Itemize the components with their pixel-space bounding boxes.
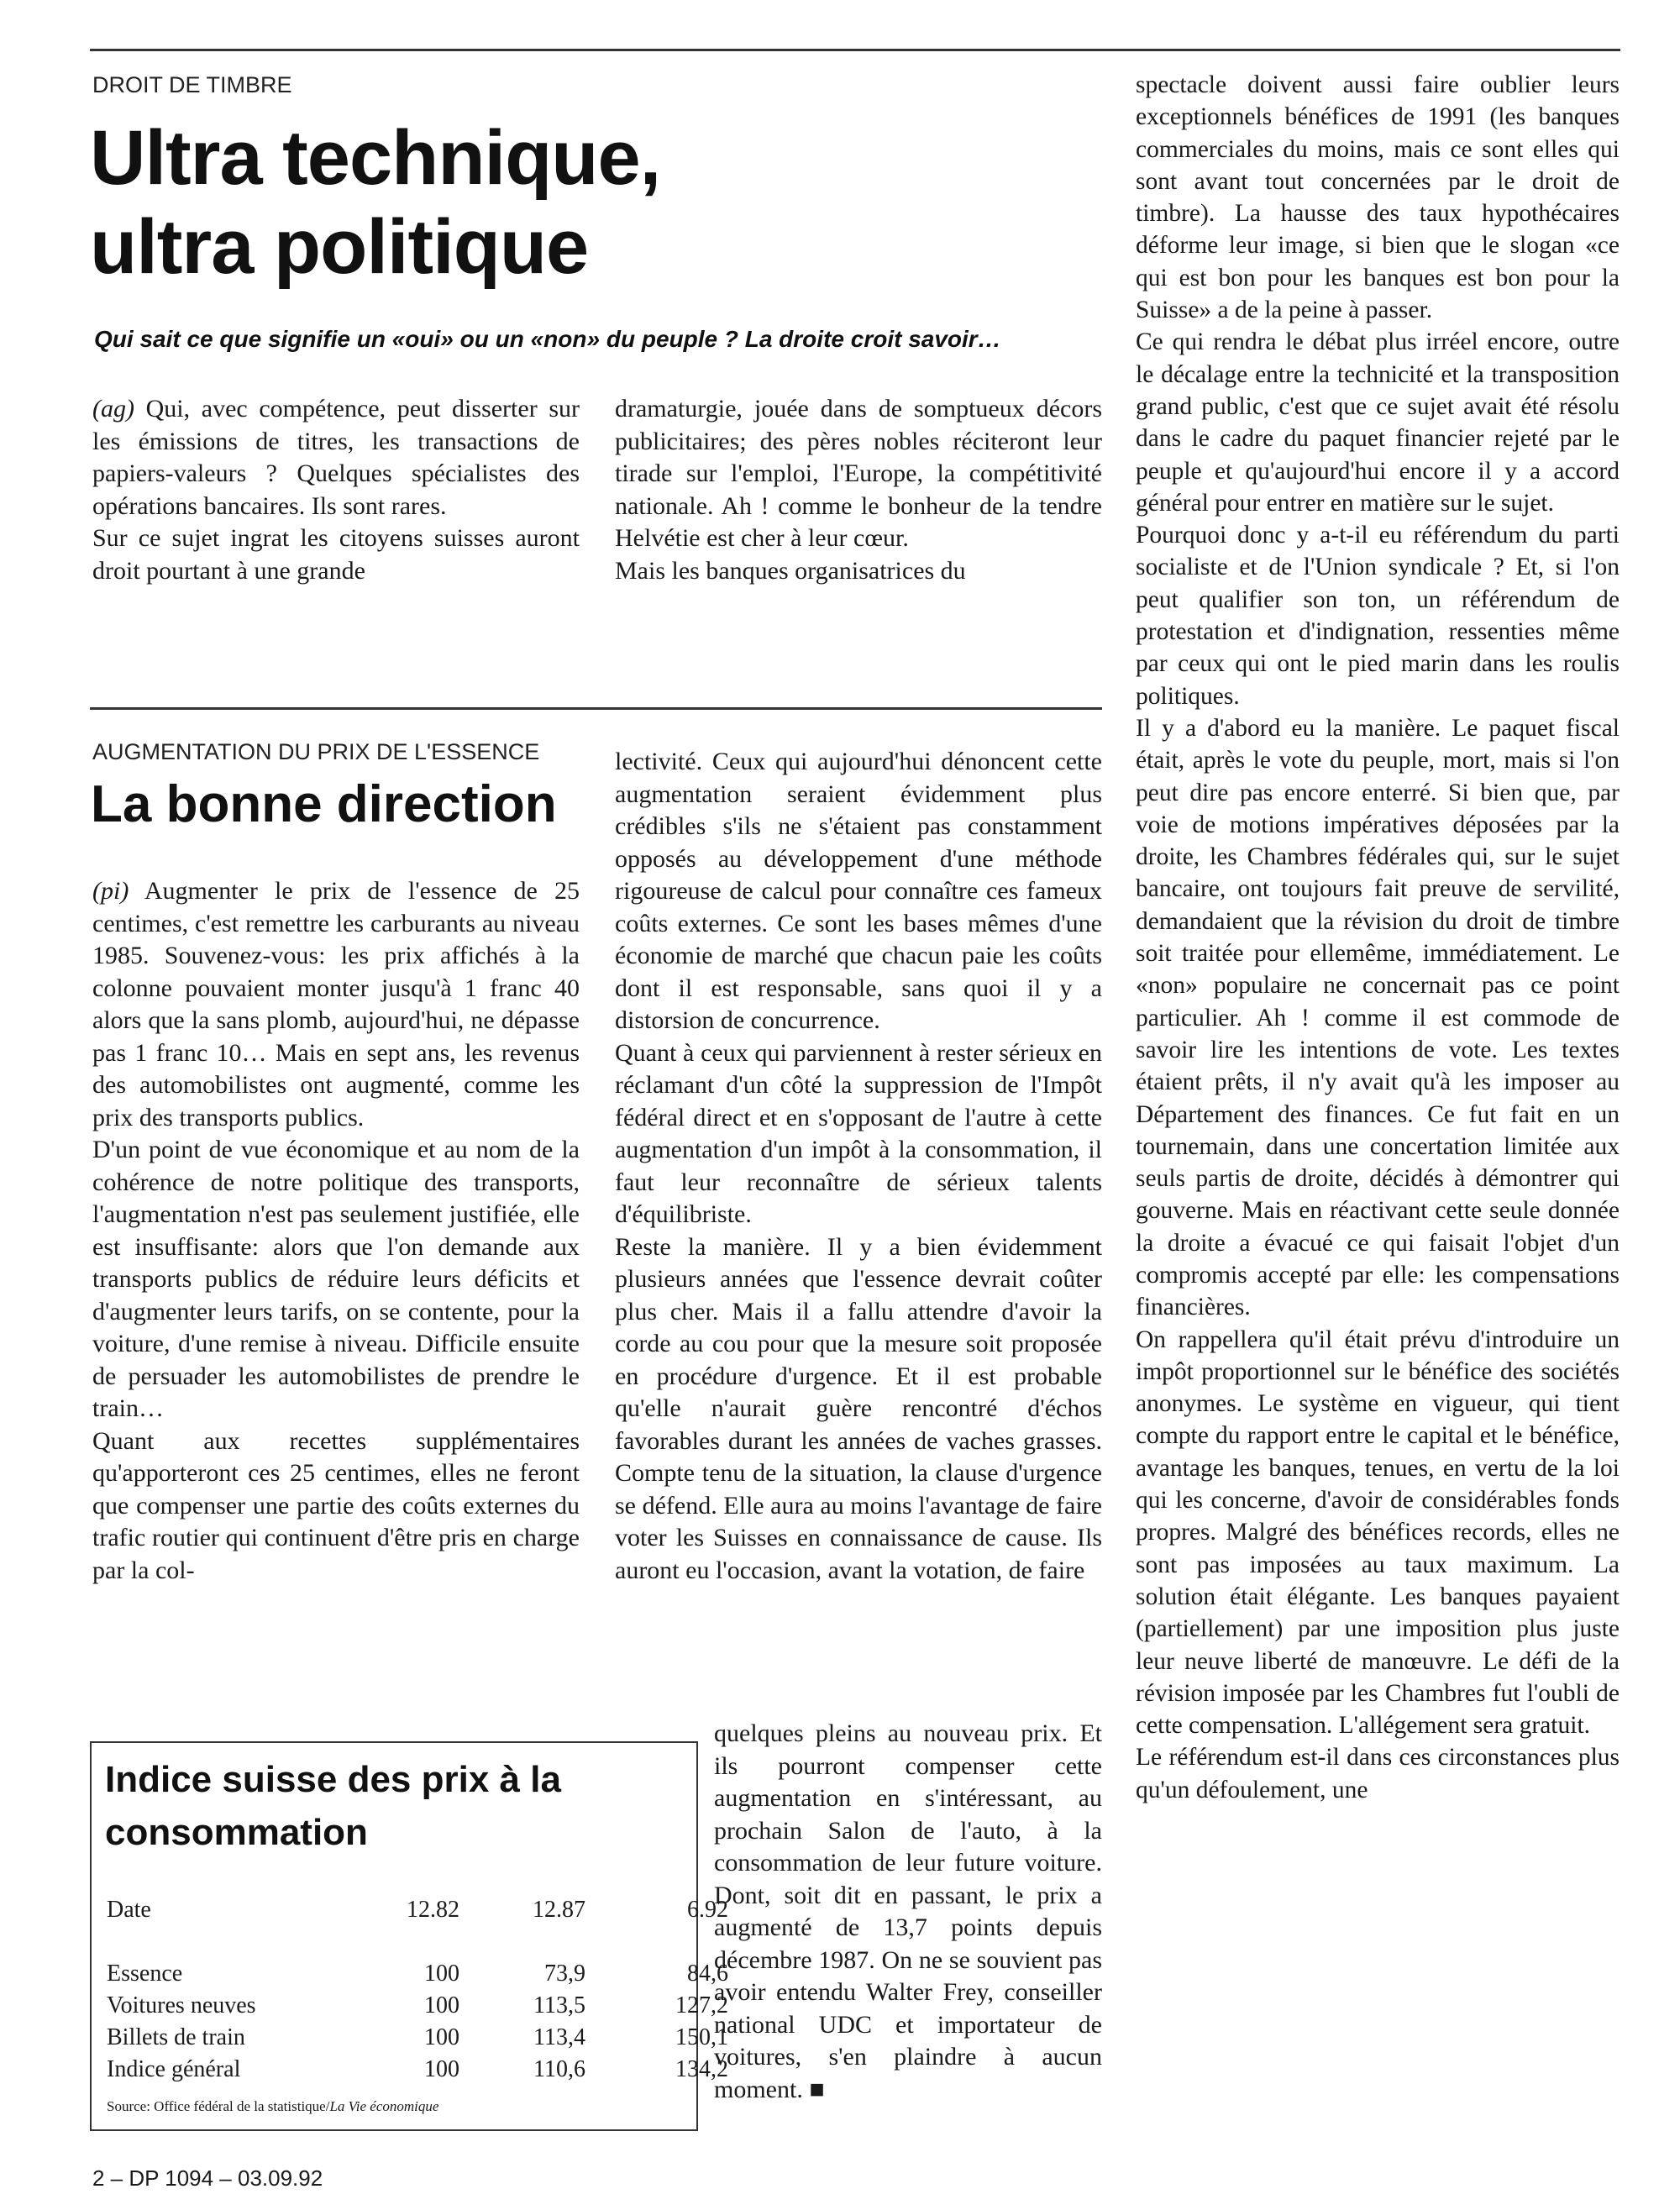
article1-paragraph: Mais les banques organisatrices du — [615, 556, 966, 585]
table-cell: 113,5 — [533, 1992, 585, 2018]
article2-column-2-lower — [714, 1718, 1102, 2106]
table-cell: 150,1 — [675, 2024, 728, 2050]
table-cell: 100 — [424, 2024, 459, 2050]
table-header-cell: Date — [107, 1897, 151, 1923]
article2-column-2 — [615, 746, 1102, 1587]
table-cell: 100 — [424, 1961, 459, 1987]
article1-paragraph: Sur ce sujet ingrat les citoyens suisses auront droit pourtant à une grande — [92, 524, 580, 585]
table-row — [107, 1958, 728, 1990]
article1-title-line1: Ultra technique, — [90, 115, 661, 201]
article1-paragraph: dramaturgie, jouée dans de somptueux décors publicitaires; des pères nobles réciteront leur tirade sur l'emploi, l'Europe, la compétitivité nationale. Ah ! comme le bonheur de la tendre Helvétie est cher à leur cœur. — [615, 395, 1102, 552]
article1-paragraph: Le référendum est-il dans ces circonstances plus qu'un défoulement, une — [1136, 1744, 1620, 1803]
table-cell: 73,9 — [544, 1961, 585, 1987]
article1-title — [90, 113, 660, 291]
article1-lede: Qui sait ce que signifie un «oui» ou un «non» du peuple ? La droite croit savoir… — [94, 326, 1001, 352]
article2-paragraph: Reste la manière. Il y a bien évidemment plusieurs années que l'essence devrait coûter plus cher. Mais il a fallu attendre d'avoir la corde au cou pour que la mesure soit proposée en procédure d'urgence. Et il est probable qu'elle n'aurait guère rencontré d'échos favorables durant les années de vaches grasses. Compte tenu de la situation, la clause d'urgence se défend. Elle aura au moins l'avantage de faire voter les Suisses en connaissance de cause. Ils auront eu l'occasion, avant la votation, de faire — [615, 1232, 1102, 1584]
table-cell: Essence — [107, 1961, 183, 1987]
price-index-box — [90, 1741, 728, 2131]
table-header-row — [107, 1894, 728, 1926]
page-footer: 2 – DP 1094 – 03.09.92 — [92, 2165, 323, 2191]
article1-paragraph: Pourquoi donc y a-t-il eu référendum du parti socialiste et de l'Union syndicale ? Et, si l'on peut qualifier son ton, un référendum de protestation et d'indignation, ressenties même par ceux qui ont le pied marin dans les roulis politiques. — [1136, 522, 1620, 710]
article2-paragraph: D'un point de vue économique et au nom de la cohérence de notre politique des transports, l'augmentation n'est pas seulement justifiée, elle est insuffisante: alors que l'on demande aux transports publics de réduire leurs déficits et d'augmenter leurs tarifs, on se contente, pour la voiture, d'une remise à niveau. Difficile ensuite de persuader les automobilistes de prendre le train… — [92, 1136, 580, 1422]
table-cell: 134,2 — [675, 2056, 728, 2082]
table-row — [107, 1990, 728, 2022]
article1-column-1 — [92, 393, 580, 587]
table-cell: 110,6 — [533, 2056, 585, 2082]
article2-paragraph: lectivité. Ceux qui aujourd'hui dénoncent cette augmentation seraient évidemment plus crédibles s'ils ne s'étaient pas constamment opposés au développement d'une méthode rigoureuse de calcul pour connaître ces fameux coûts externes. Ce sont les bases mêmes d'une économie de marché que chacun paie les coûts dont il est responsable, sans quoi il y a distorsion de concurrence. — [615, 748, 1102, 1034]
article2-paragraph: Quant aux recettes supplémentaires qu'apporteront ces 25 centimes, elles ne feront que compenser une partie des coûts externes du trafic routier qui continuent d'être pris en charge par la col- — [92, 1426, 580, 1584]
article2-paragraph: Quant à ceux qui parviennent à rester sérieux en réclamant d'un côté la suppression de l'Impôt fédéral direct et en s'opposant de l'autre à cette augmentation d'un impôt à la consommation, il faut leur reconnaître de sérieux talents d'équilibriste. — [615, 1038, 1102, 1228]
table-title: Indice suisse des prix à la consommation — [105, 1759, 561, 1853]
author-initials: (ag) — [92, 395, 134, 423]
article1-paragraph: Il y a d'abord eu la manière. Le paquet fiscal était, après le vote du peuple, mort, mais si l'on peut dire pas encore enterré. Si bien que, par voie de motions impératives déposées par la droite, les Chambres fédérales qui, sur le sujet bancaire, ont toujours fait preuve de servilité, demandaient que la révision du droit de timbre soit traitée pour ellemême, immédiatement. Le «non» populaire ne concernait pas ce point particulier. Ah ! comme il est commode de savoir lire les intentions de vote. Les textes étaient prêts, il n'y avait qu'à les imposer au Département des finances. Ce fut fait en un tournemain, dans une concertation limitée aux seuls partis de droite, décidés à démontrer qui gouverne. Mais en réactivant cette seule donnée la droite a évacué ce qui faisait l'objet d'un compromis accepté par elle: les compensations financières. — [1136, 714, 1620, 1321]
article2-column-1 — [92, 875, 580, 1587]
table-cell: 113,4 — [533, 2024, 585, 2050]
table-cell: 100 — [424, 2056, 459, 2082]
top-rule — [90, 49, 1620, 51]
table-cell: Voitures neuves — [107, 1992, 256, 2018]
table-cell: Billets de train — [107, 2024, 245, 2050]
article1-paragraph: spectacle doivent aussi faire oublier leurs exceptionnels bénéfices de 1991 (les banques commerciales du moins, mais ce sont elles qui sont avant tout concernées par le droit de timbre). La hausse des taux hypothécaires déforme leur image, si bien que le slogan «ce qui est bon pour les banques est bon pour la Suisse» a de la peine à passer. — [1136, 71, 1620, 324]
end-mark: ■ — [809, 2075, 825, 2103]
article2-title: La bonne direction — [91, 775, 557, 833]
article1-title-line2: ultra politique — [90, 204, 589, 290]
table-header-cell: 12.87 — [533, 1897, 585, 1923]
article2-paragraph: (pi) Augmenter le prix de l'essence de 25 centimes, c'est remettre les carburants au niveau 1985. Souvenez-vous: les prix affichés à la colonne pouvaient monter jusqu'à 1 franc 40 alors que la sans plomb, aujourd'hui, ne dépasse pas 1 franc 10… Mais en sept ans, les revenus des automobilistes ont augmenté, comme les prix des transports publics. — [92, 877, 580, 1131]
article2-kicker: AUGMENTATION DU PRIX DE L'ESSENCE — [92, 739, 540, 764]
article1-column-2 — [615, 393, 1102, 587]
table-header-cell: 6.92 — [687, 1897, 728, 1923]
article2-paragraph: quelques pleins au nouveau prix. Et ils pourront compenser cette augmentation en s'intéressant, au prochain Salon de l'auto, à la consommation de leur future voiture. Dont, soit dit en passant, le prix a augmenté de 13,7 points depuis décembre 1987. On ne se souvient pas avoir entendu Walter Frey, conseiller national UDC et importateur de voitures, s'en plaindre à aucun moment. ■ — [714, 1719, 1102, 2103]
table-cell: 100 — [424, 1992, 459, 2018]
table-cell: 84,6 — [687, 1961, 728, 1987]
table-header-cell: 12.82 — [407, 1897, 459, 1923]
table-row — [107, 2054, 728, 2086]
article1-paragraph: (ag) Qui, avec compétence, peut disserter sur les émissions de titres, les transactions de papiers-valeurs ? Quelques spécialistes des opérations bancaires. Ils sont rares. — [92, 395, 580, 520]
table-cell: 127,2 — [675, 1992, 728, 2018]
table-source: Source: Office fédéral de la statistique/La Vie économique — [107, 2098, 439, 2114]
section-rule — [90, 707, 1102, 710]
table-cell: Indice général — [107, 2056, 241, 2082]
article1-column-3 — [1136, 69, 1620, 1806]
price-index-table — [107, 1894, 728, 2123]
article1-paragraph: On rappellera qu'il était prévu d'introduire un impôt proportionnel sur le bénéfice des sociétés anonymes. Le système en vigueur, qui tient compte du rapport entre le capital et le bénéfice, avantage les banques, tenues, en vertu de la loi qui les concerne, d'avoir de considérables fonds propres. Malgré des bénéfices records, elles ne sont pas imposées au taux maximum. La solution était élégante. Les banques payaient (partiellement) par une imposition plus juste leur neuve liberté de manœuvre. Le défi de la révision imposée par les Chambres fut l'oubli de cette compensation. L'allégement sera gratuit. — [1136, 1325, 1620, 1740]
article1-paragraph: Ce qui rendra le débat plus irréel encore, outre le décalage entre la technicité et la transposition grand public, c'est que ce sujet avait été résolu dans le cadre du paquet financier rejeté par le peuple et qu'aujourd'hui encore il y a accord général pour entrer en matière sur le sujet. — [1136, 328, 1620, 517]
table-row — [107, 2022, 728, 2054]
article1-kicker: DROIT DE TIMBRE — [92, 72, 292, 97]
author-initials: (pi) — [92, 877, 129, 905]
